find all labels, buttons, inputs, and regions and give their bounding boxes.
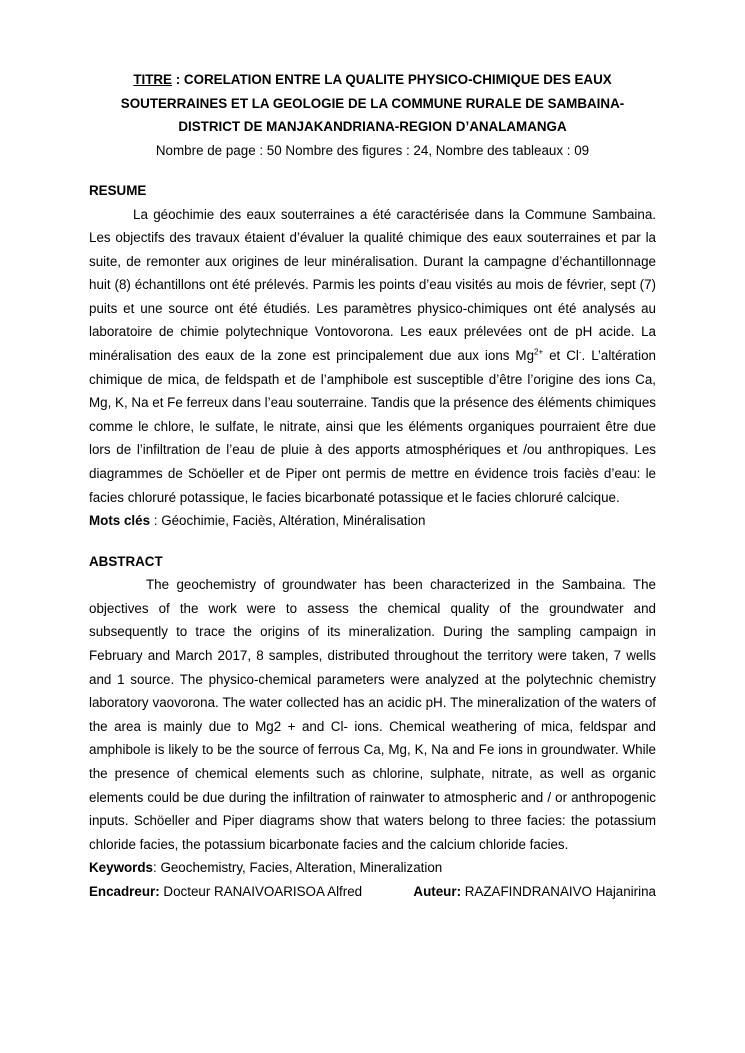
- resume-keywords-value: : Géochimie, Faciès, Altération, Minéralisation: [150, 513, 426, 529]
- title-label: TITRE: [133, 72, 172, 87]
- resume-keywords: [89, 509, 656, 533]
- title-line-1: [89, 68, 656, 92]
- author-credit: [413, 880, 656, 904]
- author-label: Auteur:: [413, 883, 462, 899]
- abstract-heading: ABSTRACT: [89, 553, 163, 569]
- resume-paragraph: [89, 203, 656, 510]
- abstract-keywords-label: Keywords: [89, 860, 153, 876]
- author-name: RAZAFINDRANAIVO Hajanirina: [461, 883, 656, 899]
- supervisor-name: Docteur RANAIVOARISOA Alfred: [159, 883, 363, 899]
- abstract-keywords: [89, 856, 656, 880]
- document-title: [89, 68, 656, 139]
- title-line-3: DISTRICT DE MANJAKANDRIANA-REGION D’ANALAMANGA: [178, 119, 567, 134]
- resume-text-1: La géochimie des eaux souterraines a été caractérisée dans la Commune Sambaina. Les objectifs des travaux étaient d’évaluer la qualité chimique des eaux souterraines et par la suite, de remonter aux origines de leur minéralisation. Durant la campagne d’échantillonnage huit (8) échantillons ont été prélevés. Parmis les points d’eau visités au mois de février, sept (7) puits et une source ont été étudiés. Les paramètres physico-chimiques ont été analysés au laboratoire de chimie polytechnique Vontovorona. Les eaux prélevées ont de pH acide. La minéralisation des eaux de la zone est principalement due aux ions Mg: [89, 206, 656, 364]
- document-meta: Nombre de page : 50 Nombre des figures : 24, Nombre des tableaux : 09: [155, 142, 590, 158]
- resume-keywords-label: Mots clés: [89, 513, 151, 529]
- title-separator: :: [172, 72, 184, 87]
- title-line-2: SOUTERRAINES ET LA GEOLOGIE DE LA COMMUNE RURALE DE SAMBAINA-: [120, 95, 625, 111]
- resume-sup-mg: 2+: [534, 347, 544, 357]
- abstract-keywords-value: : Geochemistry, Facies, Alteration, Mineralization: [153, 860, 443, 876]
- document-page: [89, 68, 656, 903]
- abstract-paragraph: The geochemistry of groundwater has been characterized in the Sambaina. The objectives of the work were to assess the chemical quality of the groundwater and subsequently to trace the origins of its mineralization. During the sampling campaign in February and March 2017, 8 samples, distributed throughout the territory were taken, 7 wells and 1 source. The physico-chemical parameters were analyzed at the polytechnic chemistry laboratory vaovorona. The water collected has an acidic pH. The mineralization of the waters of the area is mainly due to Mg2 + and Cl- ions. Chemical weathering of mica, feldspar and amphibole is likely to be the source of ferrous Ca, Mg, K, Na and Fe ions in groundwater. While the presence of chemical elements such as chlorine, sulphate, nitrate, as well as organic elements could be due during the infiltration of rainwater to atmospheric and / or anthropogenic inputs. Schöeller and Piper diagrams show that waters belong to three facies: the potassium chloride facies, the potassium bicarbonate facies and the calcium chloride facies.: [89, 577, 656, 852]
- supervisor-credit: [89, 880, 362, 904]
- resume-text-2: et Cl: [543, 348, 579, 364]
- resume-sup-cl: -: [578, 347, 582, 357]
- supervisor-label: Encadreur:: [89, 883, 160, 899]
- title-text-1: CORELATION ENTRE LA QUALITE PHYSICO-CHIMIQUE DES EAUX: [183, 72, 612, 87]
- credits-line: [89, 880, 656, 904]
- resume-text-3: . L’altération chimique de mica, de feldspath et de l’amphibole est susceptible d’être l’origine des ions Ca, Mg, K, Na et Fe ferreux dans l’eau souterraine. Tandis que la présence des éléments chimiques comme le chlore, le sulfate, le nitrate, ainsi que les éléments organiques pourraient être due lors de l’infiltration de l’eau de pluie à des apports atmosphériques et /ou anthropiques. Les diagrammes de Schöeller et de Piper ont permis de mettre en évidence trois faciès d’eau: le facies chloruré potassique, le facies bicarbonaté potassique et le facies chloruré calcique.: [89, 348, 656, 505]
- resume-heading: RESUME: [89, 183, 147, 198]
